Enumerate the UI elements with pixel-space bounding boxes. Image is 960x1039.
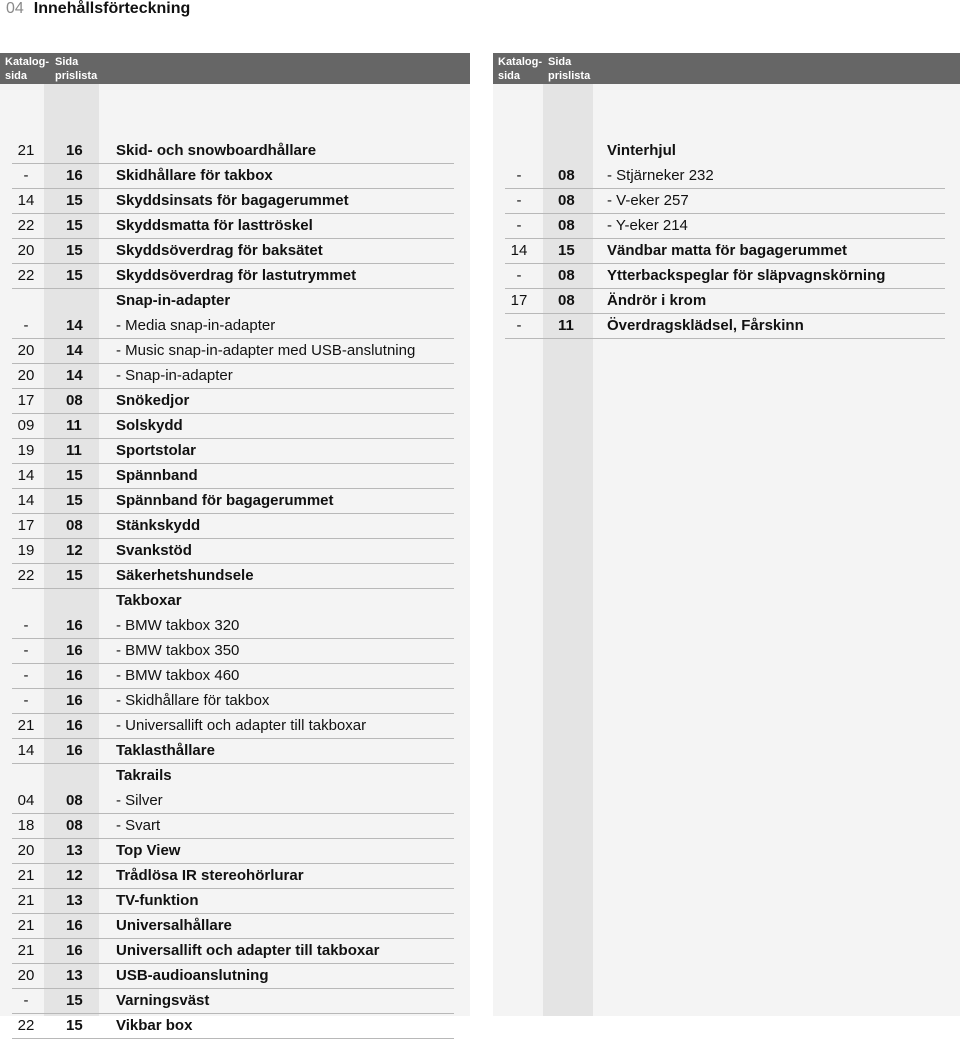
pricelist-page: 12 [66, 867, 83, 884]
index-entry [0, 564, 470, 589]
pricelist-page: 16 [66, 742, 83, 759]
entry-title: Skyddsinsats för bagagerummet [116, 192, 349, 209]
pricelist-page: 16 [66, 142, 83, 159]
entry-title: Universalhållare [116, 917, 232, 934]
entry-title: Svankstöd [116, 542, 192, 559]
pricelist-page: 16 [66, 642, 83, 659]
index-entry [0, 689, 470, 714]
pricelist-page: 15 [66, 492, 83, 509]
entry-title: Takboxar [116, 592, 182, 609]
header-sida-prislista: Sida prislista [55, 56, 98, 82]
pricelist-page: 12 [66, 542, 83, 559]
index-entry [0, 964, 470, 989]
entry-title: Spännband [116, 467, 198, 484]
pricelist-page: 16 [66, 942, 83, 959]
entry-title: Snökedjor [116, 392, 190, 409]
catalog-page: 20 [17, 367, 35, 384]
catalog-page: 21 [17, 717, 35, 734]
column-header [493, 53, 960, 84]
entry-title: Varningsväst [116, 992, 210, 1009]
entry-title: Solskydd [116, 417, 183, 434]
entry-title: Vinterhjul [607, 142, 676, 159]
entry-title: Takrails [116, 767, 172, 784]
catalog-page: 21 [17, 142, 35, 159]
catalog-page: 14 [17, 742, 35, 759]
catalog-page: 09 [17, 417, 35, 434]
entry-title: Vikbar box [116, 1017, 193, 1034]
row-divider [505, 338, 945, 339]
entry-title: - Media snap-in-adapter [116, 317, 276, 334]
catalog-page: 21 [17, 892, 35, 909]
catalog-page: 18 [17, 817, 35, 834]
catalog-page: - [516, 192, 522, 209]
index-entry [0, 789, 470, 814]
pricelist-page: 14 [66, 367, 83, 384]
index-group-heading [0, 764, 470, 789]
catalog-page: - [516, 217, 522, 234]
pricelist-page: 16 [66, 667, 83, 684]
index-entry [0, 814, 470, 839]
index-entry [493, 189, 960, 214]
index-entry [493, 164, 960, 189]
entry-title: Stänkskydd [116, 517, 201, 534]
index-rows [0, 139, 470, 1039]
index-entry [0, 364, 470, 389]
index-group-heading [493, 139, 960, 164]
pricelist-page: 15 [66, 242, 83, 259]
pricelist-page: 16 [66, 617, 83, 634]
entry-title: - Universallift och adapter till takboxar [116, 717, 367, 734]
pricelist-page: 14 [66, 342, 83, 359]
index-entry [0, 439, 470, 464]
index-entry [0, 164, 470, 189]
catalog-page: 17 [17, 392, 35, 409]
catalog-page: 14 [17, 492, 35, 509]
index-entry [0, 1014, 470, 1039]
index-entry [0, 464, 470, 489]
index-entry [0, 539, 470, 564]
entry-title: Spännband för bagagerummet [116, 492, 334, 509]
index-entry [0, 639, 470, 664]
entry-title: - Stjärneker 232 [607, 167, 714, 184]
pricelist-page: 15 [66, 1017, 83, 1034]
entry-title: - BMW takbox 320 [116, 617, 240, 634]
entry-title: - Y-eker 214 [607, 217, 688, 234]
pricelist-page: 15 [66, 992, 83, 1009]
pricelist-page: 08 [558, 192, 575, 209]
entry-title: Skid- och snowboardhållare [116, 142, 317, 159]
pricelist-page: 15 [558, 242, 575, 259]
entry-title: Universallift och adapter till takboxar [116, 942, 380, 959]
pricelist-page: 13 [66, 842, 83, 859]
catalog-page: 20 [17, 842, 35, 859]
catalog-page: - [516, 317, 522, 334]
entry-title: Taklasthållare [116, 742, 215, 759]
catalog-page: 14 [17, 192, 35, 209]
catalog-page: - [516, 167, 522, 184]
pricelist-page: 08 [66, 392, 83, 409]
entry-title: USB-audioanslutning [116, 967, 269, 984]
pricelist-page: 14 [66, 317, 83, 334]
index-entry [0, 414, 470, 439]
page-title: Innehållsförteckning [33, 0, 191, 17]
index-entry [0, 839, 470, 864]
catalog-page: 17 [510, 292, 528, 309]
entry-title: - BMW takbox 350 [116, 642, 240, 659]
index-group-heading [0, 289, 470, 314]
entry-title: - Svart [116, 817, 161, 834]
entry-title: - BMW takbox 460 [116, 667, 240, 684]
catalog-page: 22 [17, 1017, 35, 1034]
entry-title: Vändbar matta för bagagerummet [607, 242, 848, 259]
index-entry [0, 314, 470, 339]
entry-title: - Silver [116, 792, 163, 809]
entry-title: Skyddsöverdrag för lastutrymmet [116, 267, 357, 284]
header-sida-prislista: Sida prislista [548, 56, 591, 82]
index-entry [0, 714, 470, 739]
entry-title: TV-funktion [116, 892, 199, 909]
pricelist-page: 11 [66, 417, 82, 434]
catalog-page: 19 [17, 442, 35, 459]
index-entry [0, 239, 470, 264]
catalog-page: 22 [17, 217, 35, 234]
pricelist-page: 11 [558, 317, 574, 334]
index-entry [0, 189, 470, 214]
index-entry [493, 214, 960, 239]
index-entry [493, 289, 960, 314]
entry-title: Snap-in-adapter [116, 292, 231, 309]
entry-title: - Music snap-in-adapter med USB-anslutning [116, 342, 416, 359]
catalog-page: 21 [17, 942, 35, 959]
index-entry [0, 614, 470, 639]
pricelist-page: 08 [558, 267, 575, 284]
catalog-page: - [23, 642, 29, 659]
catalog-page: 04 [17, 792, 35, 809]
catalog-page: - [23, 317, 29, 334]
index-entry [493, 264, 960, 289]
pricelist-page: 08 [66, 517, 83, 534]
pricelist-page: 15 [66, 192, 83, 209]
entry-title: Ytterbackspeglar för släpvagnskörning [607, 267, 886, 284]
header-katalogsida: Katalog- sida [5, 56, 49, 82]
catalog-page: 17 [17, 517, 35, 534]
catalog-page: - [23, 667, 29, 684]
pricelist-page: 15 [66, 567, 83, 584]
index-column-right [493, 53, 960, 1016]
entry-title: Överdragsklädsel, Fårskinn [607, 317, 804, 334]
index-entry [0, 989, 470, 1014]
index-entry [493, 314, 960, 339]
catalog-page: 22 [17, 267, 35, 284]
pricelist-page: 16 [66, 717, 83, 734]
catalog-page: - [23, 692, 29, 709]
index-column-left [0, 53, 470, 1034]
index-entry [0, 864, 470, 889]
index-entry [0, 664, 470, 689]
catalog-page: 20 [17, 967, 35, 984]
pricelist-page: 15 [66, 217, 83, 234]
entry-title: Top View [116, 842, 181, 859]
pricelist-page: 08 [66, 792, 83, 809]
entry-title: - V-eker 257 [607, 192, 689, 209]
index-entry [0, 339, 470, 364]
pricelist-page: 16 [66, 692, 83, 709]
entry-title: Säkerhetshundsele [116, 567, 254, 584]
entry-title: Skyddsmatta för lasttröskel [116, 217, 313, 234]
catalog-page: 21 [17, 867, 35, 884]
index-entry [0, 214, 470, 239]
pricelist-page: 16 [66, 917, 83, 934]
entry-title: Ändrör i krom [607, 292, 707, 309]
catalog-page: 14 [17, 467, 35, 484]
catalog-page: 14 [510, 242, 528, 259]
entry-title: - Skidhållare för takbox [116, 692, 270, 709]
header-katalogsida: Katalog- sida [498, 56, 542, 82]
catalog-page: 21 [17, 917, 35, 934]
page-header [6, 0, 190, 18]
catalog-page: - [23, 167, 29, 184]
pricelist-page: 15 [66, 467, 83, 484]
index-rows [493, 139, 960, 339]
index-entry [0, 914, 470, 939]
index-entry [0, 389, 470, 414]
entry-title: Trådlösa IR stereohörlurar [116, 867, 304, 884]
pricelist-page: 11 [66, 442, 82, 459]
catalog-page: 20 [17, 342, 35, 359]
page-number: 04 [6, 0, 24, 17]
catalog-page: - [23, 617, 29, 634]
index-group-heading [0, 589, 470, 614]
pricelist-page: 16 [66, 167, 83, 184]
pricelist-page: 08 [66, 817, 83, 834]
index-entry [0, 489, 470, 514]
pricelist-page: 08 [558, 217, 575, 234]
index-entry [0, 889, 470, 914]
catalog-page: - [23, 992, 29, 1009]
index-entry [0, 139, 470, 164]
index-entry [0, 514, 470, 539]
pricelist-page: 13 [66, 892, 83, 909]
pricelist-page: 13 [66, 967, 83, 984]
entry-title: Sportstolar [116, 442, 197, 459]
entry-title: Skidhållare för takbox [116, 167, 273, 184]
pricelist-page: 15 [66, 267, 83, 284]
column-header [0, 53, 470, 84]
pricelist-page: 08 [558, 167, 575, 184]
index-entry [493, 239, 960, 264]
catalog-page: 20 [17, 242, 35, 259]
catalog-page: 19 [17, 542, 35, 559]
entry-title: - Snap-in-adapter [116, 367, 233, 384]
entry-title: Skyddsöverdrag för baksätet [116, 242, 323, 259]
catalog-page: 22 [17, 567, 35, 584]
index-entry [0, 939, 470, 964]
catalog-page: - [516, 267, 522, 284]
index-entry [0, 264, 470, 289]
pricelist-page: 08 [558, 292, 575, 309]
index-entry [0, 739, 470, 764]
